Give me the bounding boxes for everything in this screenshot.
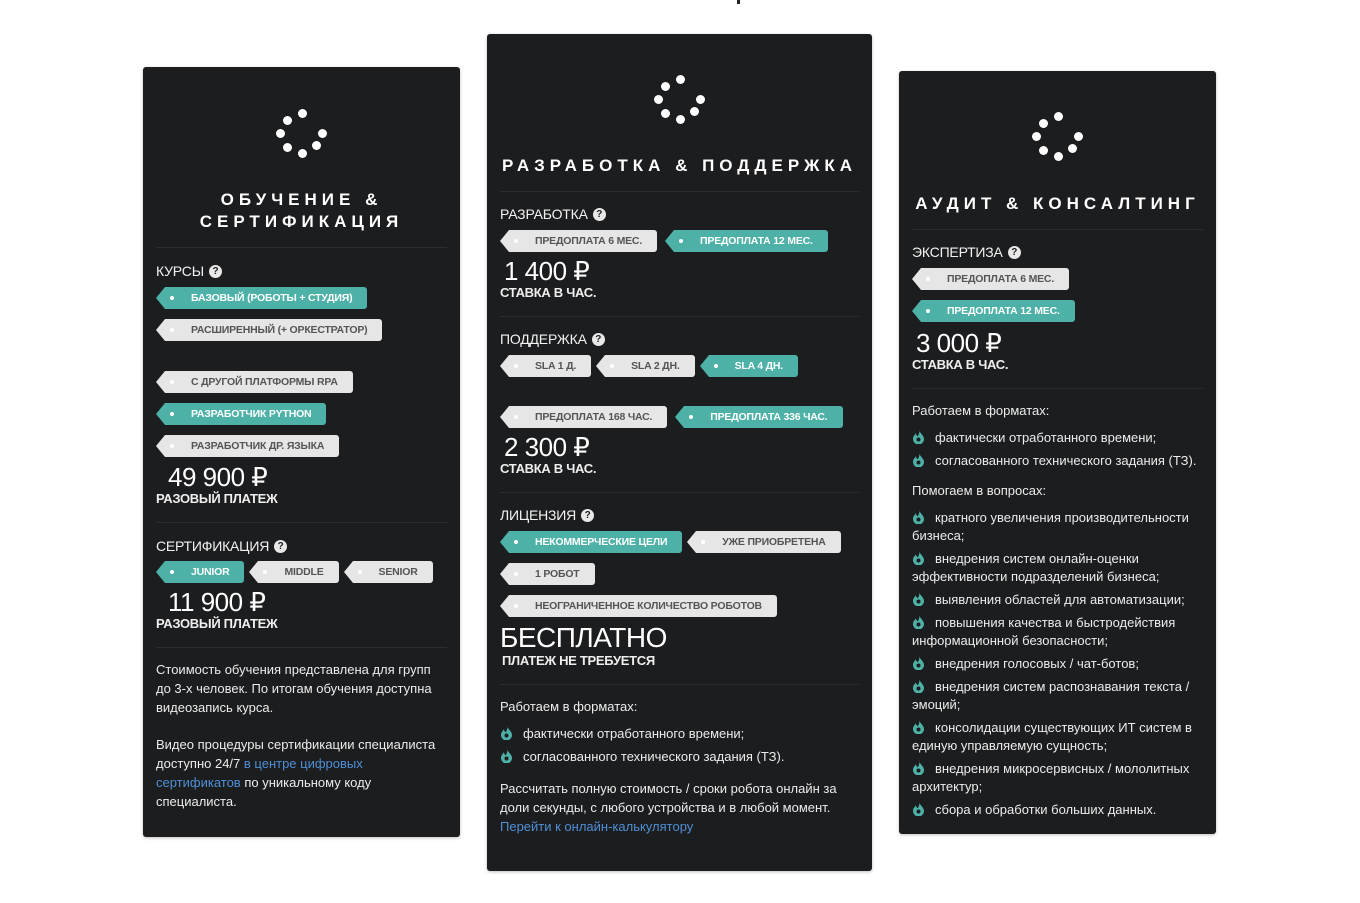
tag-sla-1d[interactable]: SLA 1 Д. xyxy=(509,355,591,377)
drop-icon xyxy=(912,678,925,693)
tag-course-basic[interactable]: БАЗОВЫЙ (РОБОТЫ + СТУДИЯ) xyxy=(165,287,367,309)
tag-from-other-rpa[interactable]: С ДРУГОЙ ПЛАТФОРМЫ RPA xyxy=(165,371,353,393)
list-item: согласованного технического задания (ТЗ). xyxy=(912,452,1203,470)
section-label-license: ЛИЦЕНЗИЯ ? xyxy=(500,507,859,523)
price-sub-expertise: СТАВКА В ЧАС. xyxy=(912,357,1009,372)
tag-junior[interactable]: JUNIOR xyxy=(165,561,244,583)
tag-python-dev[interactable]: РАЗРАБОТЧИК PYTHON xyxy=(165,403,326,425)
heading-fragment xyxy=(737,0,740,4)
help-title: Помогаем в вопросах: xyxy=(912,483,1047,498)
section-label-development: РАЗРАБОТКА ? xyxy=(500,206,859,222)
tag-sla-2d[interactable]: SLA 2 ДН. xyxy=(605,355,694,377)
card-title: РАЗРАБОТКА & ПОДДЕРЖКА xyxy=(501,156,857,175)
formats-title: Работаем в форматах: xyxy=(500,699,638,714)
drop-icon xyxy=(912,509,925,524)
list-item: внедрения систем онлайн-оценки эффективности подразделений бизнеса; xyxy=(912,551,1160,584)
list-item: согласованного технического задания (ТЗ). xyxy=(500,748,859,766)
list-item: внедрения микросервисных / мололитных архитектур; xyxy=(912,761,1190,794)
card-development-support xyxy=(487,34,872,871)
price-support: 2 300 ₽ xyxy=(504,432,590,462)
drop-icon xyxy=(912,591,925,606)
drop-icon xyxy=(912,429,925,444)
list-item: консолидации существующих ИТ систем в единую управляемую сущность; xyxy=(912,720,1192,753)
price-courses: 49 900 ₽ xyxy=(168,462,268,492)
list-item: выявления областей для автоматизации; xyxy=(912,591,1203,609)
price-sub-courses: РАЗОВЫЙ ПЛАТЕЖ xyxy=(156,491,278,506)
tag-sla-4d[interactable]: SLA 4 ДН. xyxy=(709,355,798,377)
list-item: повышения качества и быстродействия информационной безопасности; xyxy=(912,615,1176,648)
card-title: ОБУЧЕНИЕ & СЕРТИФИКАЦИЯ xyxy=(199,190,404,231)
list-item: внедрения голосовых / чат-ботов; xyxy=(912,655,1203,673)
price-expertise: 3 000 ₽ xyxy=(916,328,1002,358)
note-training: Стоимость обучения представлена для групп до 3-х человек. По итогам обучения доступна видеозапись курса. xyxy=(156,662,432,715)
tag-course-advanced[interactable]: РАСШИРЕННЫЙ (+ ОРКЕСТРАТОР) xyxy=(165,319,382,341)
tag-middle[interactable]: MIDDLE xyxy=(258,561,338,583)
price-development: 1 400 ₽ xyxy=(504,256,590,286)
card-audit-consulting xyxy=(899,71,1216,834)
drop-icon xyxy=(912,550,925,565)
list-item: фактически отработанного времени; xyxy=(500,725,859,743)
tag-prepay-6m[interactable]: ПРЕДОПЛАТА 6 МЕС. xyxy=(509,230,657,252)
tag-prepay-12m[interactable]: ПРЕДОПЛАТА 12 МЕС. xyxy=(674,230,828,252)
section-label-support: ПОДДЕРЖКА ? xyxy=(500,331,859,347)
tag-prepay-12m[interactable]: ПРЕДОПЛАТА 12 МЕС. xyxy=(921,300,1075,322)
price-sub-license: ПЛАТЕЖ НЕ ТРЕБУЕТСЯ xyxy=(502,653,655,668)
price-sub-certification: РАЗОВЫЙ ПЛАТЕЖ xyxy=(156,616,278,631)
tag-other-lang-dev[interactable]: РАЗРАБОТЧИК ДР. ЯЗЫКА xyxy=(165,435,339,457)
tag-senior[interactable]: SENIOR xyxy=(353,561,433,583)
logo-dots-icon xyxy=(276,109,328,161)
drop-icon xyxy=(912,760,925,775)
help-icon[interactable]: ? xyxy=(592,333,605,346)
formats-title: Работаем в форматах: xyxy=(912,403,1050,418)
help-icon[interactable]: ? xyxy=(593,208,606,221)
list-item: сбора и обработки больших данных. xyxy=(912,801,1203,819)
tag-unlimited-robots[interactable]: НЕОГРАНИЧЕННОЕ КОЛИЧЕСТВО РОБОТОВ xyxy=(509,595,777,617)
calculator-link[interactable]: Перейти к онлайн-калькулятору xyxy=(500,819,694,834)
tag-1-robot[interactable]: 1 РОБОТ xyxy=(509,563,595,585)
drop-icon xyxy=(912,801,925,816)
tag-prepay-336h[interactable]: ПРЕДОПЛАТА 336 ЧАС. xyxy=(684,406,842,428)
help-list xyxy=(912,509,1203,819)
drop-icon xyxy=(500,725,513,740)
drop-icon xyxy=(912,452,925,467)
price-sub-development: СТАВКА В ЧАС. xyxy=(500,285,597,300)
tag-already-purchased[interactable]: УЖЕ ПРИОБРЕТЕНА xyxy=(696,531,840,553)
tag-prepay-168h[interactable]: ПРЕДОПЛАТА 168 ЧАС. xyxy=(509,406,667,428)
logo-dots-icon xyxy=(654,75,706,127)
digital-certificates-link[interactable]: в центре цифровых сертификатов xyxy=(156,756,363,790)
drop-icon xyxy=(912,614,925,629)
list-item: внедрения систем распознавания текста / эмоций; xyxy=(912,679,1190,712)
help-icon[interactable]: ? xyxy=(209,265,222,278)
logo-dots-icon xyxy=(1032,112,1084,164)
list-item: фактически отработанного времени; xyxy=(912,429,1203,447)
section-label-certification: СЕРТИФИКАЦИЯ ? xyxy=(156,538,447,554)
section-label-expertise: ЭКСПЕРТИЗА ? xyxy=(912,244,1203,260)
list-item: кратного увеличения производительности бизнеса; xyxy=(912,510,1189,543)
price-certification: 11 900 ₽ xyxy=(168,587,266,617)
section-label-courses: КУРСЫ ? xyxy=(156,263,447,279)
calculator-text: Рассчитать полную стоимость / сроки робота онлайн за доли секунды, с любого устройства и в любой момент. Перейти к онлайн-калькулятору xyxy=(500,781,837,834)
help-icon[interactable]: ? xyxy=(1008,246,1021,259)
help-icon[interactable]: ? xyxy=(581,509,594,522)
price-sub-support: СТАВКА В ЧАС. xyxy=(500,461,597,476)
tag-prepay-6m[interactable]: ПРЕДОПЛАТА 6 МЕС. xyxy=(921,268,1069,290)
note-certification: Видео процедуры сертификации специалиста доступно 24/7 в центре цифровых сертификатов по уникальному коду специалиста. xyxy=(156,737,436,809)
help-icon[interactable]: ? xyxy=(274,540,287,553)
drop-icon xyxy=(500,748,513,763)
card-title: АУДИТ & КОНСАЛТИНГ xyxy=(915,194,1200,213)
card-training-certification xyxy=(143,67,460,837)
price-license: БЕСПЛАТНО xyxy=(500,622,667,653)
drop-icon xyxy=(912,655,925,670)
tag-non-commercial[interactable]: НЕКОММЕРЧЕСКИЕ ЦЕЛИ xyxy=(509,531,682,553)
drop-icon xyxy=(912,719,925,734)
